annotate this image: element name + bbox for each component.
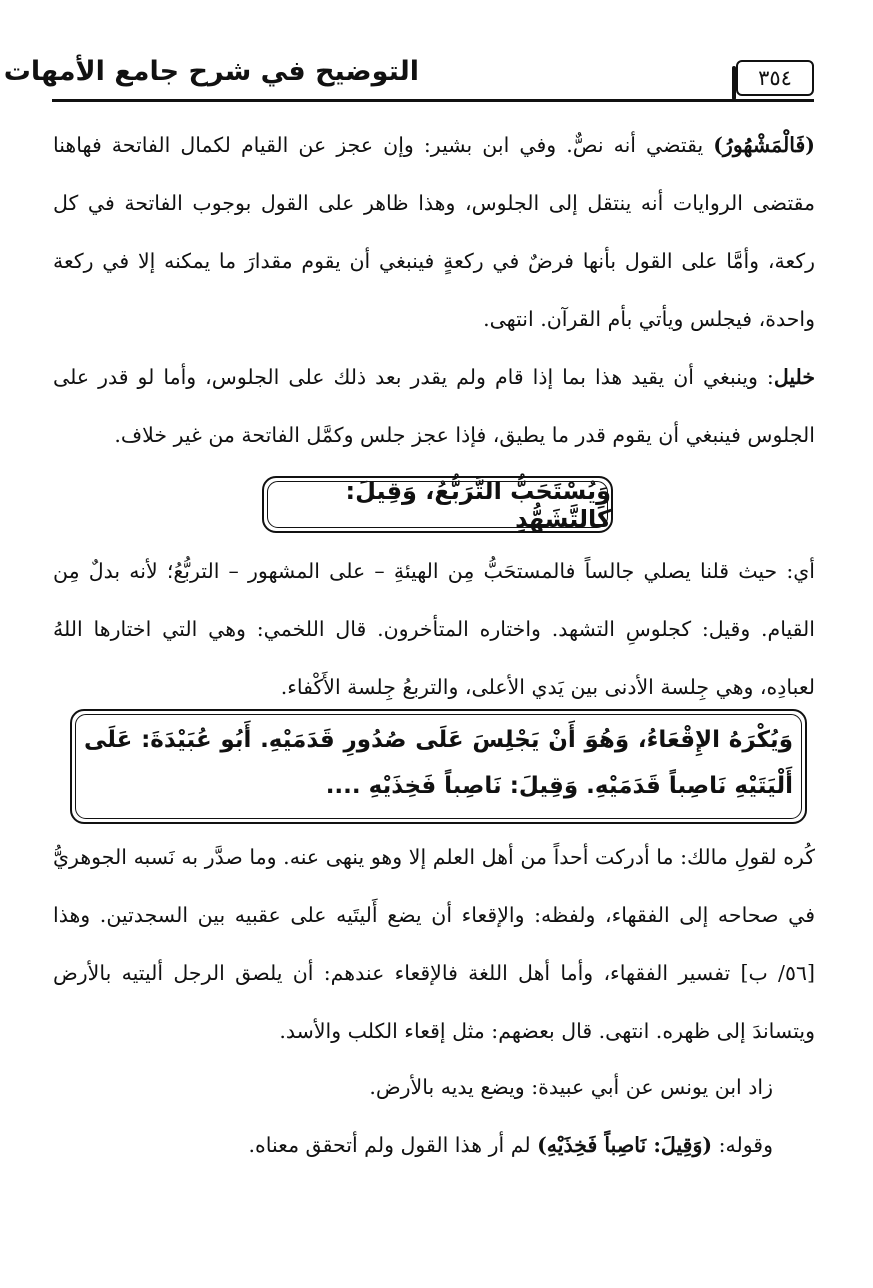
- matn-box-1: [262, 476, 613, 533]
- paragraph-text: لم أر هذا القول ولم أتحقق معناه.: [248, 1133, 538, 1157]
- paragraph-4: [53, 828, 815, 1060]
- paragraph-text: زاد ابن يونس عن أبي عبيدة: ويضع يديه بالأرض.: [369, 1075, 773, 1099]
- paragraph-text: : وينبغي أن يقيد هذا بما إذا قام ولم يقدر بعد ذلك على الجلوس، وأما لو قدر على الجلوس فينبغي أن يقوم قدر ما يطيق، فإذا عجز جلس وكمَّل الفاتحة من غير خلاف.: [53, 365, 815, 447]
- paragraph-text: وقوله:: [712, 1133, 773, 1157]
- matn-box-2: [70, 709, 807, 824]
- paragraph-text: يقتضي أنه نصٌّ. وفي ابن بشير: وإن عجز عن القيام لكمال الفاتحة فهاهنا مقتضى الروايات أنه ينتقل إلى الجلوس، وهذا ظاهر على القول بوجوب الفاتحة في كل ركعة، وأمَّا على القول بأنها فرضٌ في ركعةٍ فينبغي أن يقوم مقدارَ ما يمكنه إلا في ركعة واحدة، فيجلس ويأتي بأم القرآن. انتهى.: [53, 133, 815, 331]
- quoted-matn: (وَقِيلَ: نَاصِباً فَخِذَيْهِ): [537, 1133, 713, 1157]
- paragraph-3: [53, 542, 815, 716]
- paragraph-1: [53, 116, 815, 348]
- page-header: [3, 52, 814, 102]
- page-number: ٣٥٤: [736, 60, 814, 96]
- book-title: التوضيح في شرح جامع الأمهات: [3, 56, 419, 87]
- matn-text: وَيُكْرَهُ الإِقْعَاءُ، وَهُوَ أَنْ يَجْلِسَ عَلَى صُدُورِ قَدَمَيْهِ. أَبُو عُبَيْدَةَ: عَلَى أَلْيَتَيْهِ نَاصِباً قَدَمَيْهِ. وَقِيلَ: نَاصِباً فَخِذَيْهِ ....: [84, 727, 793, 799]
- quoted-term: (فَالْمَشْهُورُ): [713, 133, 815, 157]
- header-rule: [52, 99, 814, 102]
- matn-text: وَيُسْتَحَبُّ التَّرَبُّعُ، وَقِيلَ: كَالتَّشَهُّدِ: [345, 476, 611, 533]
- paragraph-5: [95, 1058, 815, 1116]
- paragraph-text: كُره لقولِ مالك: ما أدركت أحداً من أهل العلم إلا وهو ينهى عنه. وما صدَّر به نَسبه الجوهريُّ في صحاحه إلى الفقهاء، ولفظه: والإقعاء أن يضع أَليتَيه على عقبيه بين السجدتين. وهذا [٥٦/ ب] تفسير الفقهاء، وأما أهل اللغة فالإقعاء عندهم: أن يلصق الرجل أليتيه بالأرض ويتساندَ إلى ظهره. انتهى. قال بعضهم: مثل إقعاء الكلب والأسد.: [53, 845, 815, 1043]
- paragraph-6: [53, 1116, 815, 1174]
- paragraph-text: أي: حيث قلنا يصلي جالساً فالمستحَبُّ مِن الهيئةِ – على المشهور – التربُّعُ؛ لأنه بدلٌ مِن القيام. وقيل: كجلوسِ التشهد. واختاره المتأخرون. قال اللخمي: وهي التي اختارها اللهُ لعبادِه، وهي جِلسة الأدنى بين يَدي الأعلى، والتربعُ جِلسة الأَكْفاء.: [53, 559, 815, 699]
- author-name: خليل: [773, 365, 815, 389]
- paragraph-2: [53, 348, 815, 464]
